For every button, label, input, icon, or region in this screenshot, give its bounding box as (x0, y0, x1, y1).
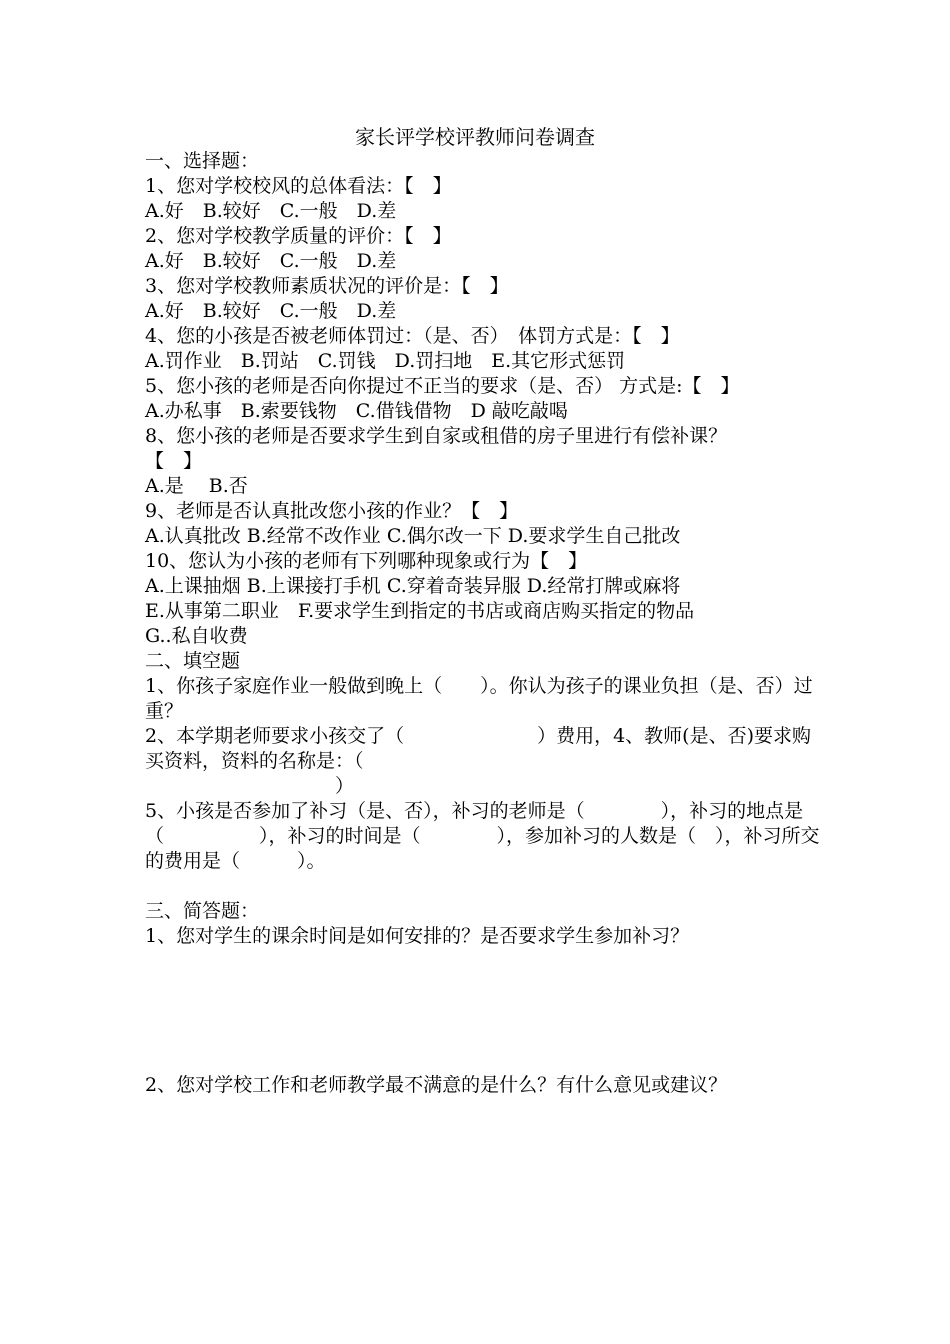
question-line: 4、您的小孩是否被老师体罚过：（是、否） 体罚方式是：【 】 (145, 325, 680, 347)
answer-space (145, 1011, 820, 1073)
option-line: E.从事第二职业 F.要求学生到指定的书店或商店购买指定的物品 (145, 600, 695, 622)
question-line: 1、您对学校校风的总体看法：【 】 (145, 175, 452, 197)
question-line: 5、您小孩的老师是否向你提过不正当的要求（是、否） 方式是:【 】 (145, 375, 740, 397)
option-line: A.好 B.较好 C.一般 D.差 (145, 300, 397, 322)
short-answer-question-1: 1、您对学生的课余时间是如何安排的？是否要求学生参加补习？ (145, 925, 690, 947)
fill-question-2: 2、本学期老师要求小孩交了（ ）费用，4、教师(是、否)要求购买资料，资料的名称是：（ (145, 725, 812, 772)
questionnaire-body (145, 149, 820, 1098)
short-answer-question-2: 2、您对学校工作和老师教学最不满意的是什么？有什么意见或建议？ (145, 1074, 728, 1096)
answer-bracket: 【 】 (145, 450, 203, 472)
option-line: A.上课抽烟 B.上课接打手机 C.穿着奇装异服 D.经常打牌或麻将 (145, 575, 681, 597)
fill-question-1: 1、你孩子家庭作业一般做到晚上（ ）。你认为孩子的课业负担（是、否）过重？ (145, 675, 813, 722)
question-line: 9、老师是否认真批改您小孩的作业？【 】 (145, 500, 519, 522)
section-heading-choice: 一、选择题： (145, 150, 260, 172)
question-line: 8、您小孩的老师是否要求学生到自家或租借的房子里进行有偿补课？ (145, 425, 728, 447)
page-title: 家长评学校评教师问卷调查 (355, 125, 595, 149)
option-line: A.好 B.较好 C.一般 D.差 (145, 200, 397, 222)
question-line: 3、您对学校教师素质状况的评价是：【 】 (145, 275, 509, 297)
fill-question-2-close: ） (145, 775, 355, 797)
spacer (145, 874, 820, 899)
option-line: A.认真批改 B.经常不改作业 C.偶尔改一下 D.要求学生自己批改 (145, 525, 681, 547)
question-line: 2、您对学校教学质量的评价：【 】 (145, 225, 452, 247)
section-heading-fill: 二、填空题 (145, 650, 241, 672)
option-line: A.罚作业 B.罚站 C.罚钱 D.罚扫地 E.其它形式惩罚 (145, 350, 626, 372)
section-heading-short-answer: 三、简答题： (145, 900, 260, 922)
option-line: G..私自收费 (145, 625, 248, 647)
option-line: A.办私事 B.索要钱物 C.借钱借物 D 敲吃敲喝 (145, 400, 568, 422)
option-line: A.好 B.较好 C.一般 D.差 (145, 250, 397, 272)
option-line: A.是 B.否 (145, 475, 248, 497)
answer-space (145, 949, 820, 1011)
fill-question-5: 5、小孩是否参加了补习（是、否），补习的老师是（ ），补习的地点是（ ），补习的时间是（ ），参加补习的人数是（ ），补习所交的费用是（ ）。 (145, 800, 820, 872)
question-line: 10、您认为小孩的老师有下列哪种现象或行为【 】 (145, 550, 588, 572)
